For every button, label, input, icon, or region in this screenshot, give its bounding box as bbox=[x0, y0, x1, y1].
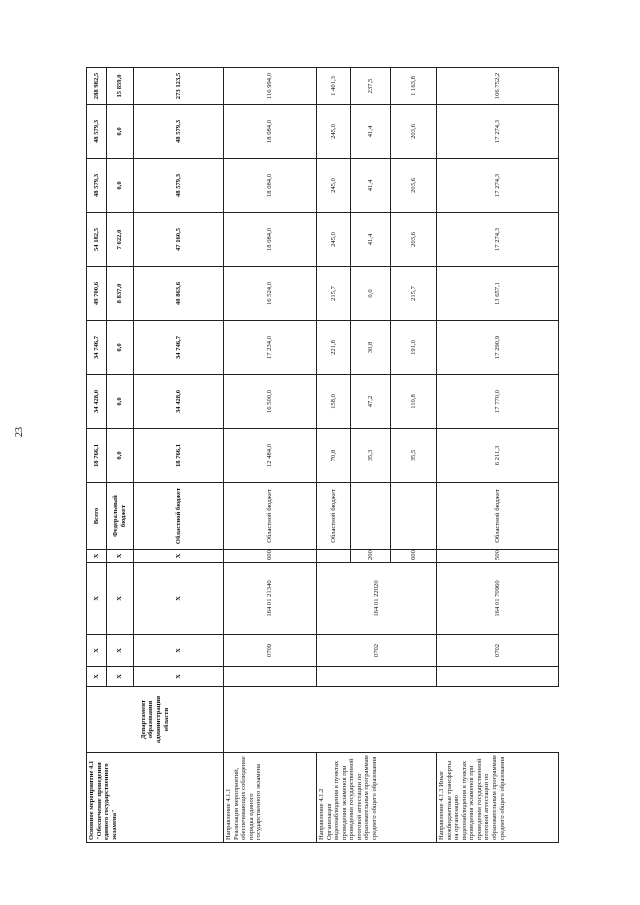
direction-4-1-1-vr: 600 bbox=[224, 550, 317, 563]
direction-4-1-3-value: 6 211,3 bbox=[437, 429, 559, 483]
main-gp-federal: X bbox=[107, 667, 134, 687]
main-regional-value: 48 579,3 bbox=[134, 159, 224, 213]
main-total-value: 48 579,3 bbox=[87, 105, 107, 159]
direction-4-1-2-total: 70,8 bbox=[317, 429, 351, 483]
direction-4-1-1-value: 12 484,0 bbox=[224, 429, 317, 483]
direction-4-1-2-vr600-value: 203,6 bbox=[391, 213, 437, 267]
main-federal-label: Федеральный бюджет bbox=[107, 483, 134, 550]
direction-4-1-1-rz: 0709 bbox=[224, 635, 317, 667]
direction-4-1-3-value: 106 752,2 bbox=[437, 68, 559, 105]
main-total-value: 54 182,5 bbox=[87, 213, 107, 267]
direction-4-1-3-value: 17 274,3 bbox=[437, 159, 559, 213]
budget-table bbox=[86, 67, 559, 843]
main-regional-value: 47 160,5 bbox=[134, 213, 224, 267]
direction-4-1-1-name: Направление 4.1.1 Реализация мероприятий, обеспечивающих соблюдение порядка единого государственного экзамена bbox=[224, 753, 317, 843]
direction-4-1-1-value: 17 234,0 bbox=[224, 321, 317, 375]
direction-4-1-2-vr600-value: 191,0 bbox=[391, 321, 437, 375]
main-federal-value: 15 859,0 bbox=[107, 68, 134, 105]
direction-4-1-2-vr600-value: 35,5 bbox=[391, 429, 437, 483]
direction-4-1-2-rz: 0702 bbox=[317, 635, 437, 667]
direction-4-1-3-name: Направление 4.1.3 Иные межбюджетные трансферты на организацию видеонаблюдения в пунктах проведения экзаменов при проведении государственной итоговой аттестации по образовательным программам среднего общего образования bbox=[437, 753, 559, 843]
main-rz-federal: X bbox=[107, 635, 134, 667]
direction-4-1-2-total: 158,0 bbox=[317, 375, 351, 429]
main-regional-value: 48 579,3 bbox=[134, 105, 224, 159]
main-vr-total: X bbox=[87, 550, 107, 563]
direction-4-1-2-vr600-value: 215,7 bbox=[391, 267, 437, 321]
direction-4-1-3-csr: 164 01 70960 bbox=[437, 563, 559, 635]
direction-4-1-2-name: Направление 4.1.2 Организация видеонаблюдения в пунктах проведения экзаменов при проведении государственной итоговой аттестации по образовательным программам среднего общего образования bbox=[317, 753, 437, 843]
direction-4-1-2-vr200-value: 35,3 bbox=[351, 429, 391, 483]
direction-4-1-2-vr200-value: 0,0 bbox=[351, 267, 391, 321]
direction-4-1-1-source: Областной бюджет bbox=[224, 483, 317, 550]
direction-4-1-2-vr200-value: 41,4 bbox=[351, 105, 391, 159]
direction-4-1-1-value: 18 084,0 bbox=[224, 159, 317, 213]
direction-4-1-2-total: 245,0 bbox=[317, 105, 351, 159]
main-rz-total: X bbox=[87, 635, 107, 667]
main-csr-federal: X bbox=[107, 563, 134, 635]
main-total-label: Всего bbox=[87, 483, 107, 550]
direction-4-1-2-vr-200: 200 bbox=[351, 550, 391, 563]
main-total-value: 34 746,7 bbox=[87, 321, 107, 375]
main-total-value: 18 766,1 bbox=[87, 429, 107, 483]
direction-4-1-2-vr200-value: 30,8 bbox=[351, 321, 391, 375]
direction-4-1-2-total: 221,8 bbox=[317, 321, 351, 375]
direction-4-1-2-vr200-value: 237,5 bbox=[351, 68, 391, 105]
direction-4-1-2-vr-600: 600 bbox=[391, 550, 437, 563]
direction-4-1-3-value: 17 274,3 bbox=[437, 105, 559, 159]
direction-4-1-1-csr: 164 01 21340 bbox=[224, 563, 317, 635]
direction-4-1-2-total: 245,0 bbox=[317, 159, 351, 213]
main-csr-total: X bbox=[87, 563, 107, 635]
main-gp-total: X bbox=[87, 667, 107, 687]
main-measure-name: Основное мероприятие 4.1 "Обеспечение проведения единого государственного экзамена" bbox=[87, 753, 224, 843]
main-regional-value: 34 428,0 bbox=[134, 375, 224, 429]
table-row bbox=[317, 68, 351, 843]
main-federal-value: 0,0 bbox=[107, 375, 134, 429]
direction-4-1-2-total: 1 401,3 bbox=[317, 68, 351, 105]
direction-4-1-3-vr: 500 bbox=[437, 550, 559, 563]
direction-4-1-3-value: 17 274,3 bbox=[437, 213, 559, 267]
table-row bbox=[224, 68, 317, 843]
main-total-value: 49 700,6 bbox=[87, 267, 107, 321]
direction-4-1-1-value: 18 084,0 bbox=[224, 105, 317, 159]
main-executor: Департамент образования администрации области bbox=[87, 687, 224, 753]
table-row bbox=[437, 68, 559, 843]
main-vr-regional: X bbox=[134, 550, 224, 563]
main-total-value: 288 982,5 bbox=[87, 68, 107, 105]
main-regional-value: 18 766,1 bbox=[134, 429, 224, 483]
direction-4-1-3-source: Областной бюджет bbox=[437, 483, 559, 550]
direction-4-1-3-value: 17 290,9 bbox=[437, 321, 559, 375]
main-csr-regional: X bbox=[134, 563, 224, 635]
direction-4-1-3-rz: 0702 bbox=[437, 635, 559, 667]
main-federal-value: 7 022,0 bbox=[107, 213, 134, 267]
direction-4-1-2-vr600-value: 203,6 bbox=[391, 105, 437, 159]
main-federal-value: 8 837,0 bbox=[107, 267, 134, 321]
direction-4-1-3-value: 13 657,1 bbox=[437, 267, 559, 321]
main-regional-label: Областной бюджет bbox=[134, 483, 224, 550]
direction-4-1-1-value: 18 084,0 bbox=[224, 213, 317, 267]
main-regional-value: 273 123,5 bbox=[134, 68, 224, 105]
main-federal-value: 0,0 bbox=[107, 429, 134, 483]
direction-4-1-2-vr200-value: 47,2 bbox=[351, 375, 391, 429]
budget-table-rotated bbox=[86, 68, 546, 843]
main-regional-value: 40 863,6 bbox=[134, 267, 224, 321]
direction-4-1-1-value: 16 500,0 bbox=[224, 375, 317, 429]
direction-4-1-3-value: 17 770,0 bbox=[437, 375, 559, 429]
main-total-value: 48 579,3 bbox=[87, 159, 107, 213]
direction-4-1-2-vr200-value: 41,4 bbox=[351, 159, 391, 213]
direction-4-1-2-csr: 164 01 22020 bbox=[317, 563, 437, 635]
main-rz-regional: X bbox=[134, 635, 224, 667]
main-gp-regional: X bbox=[134, 667, 224, 687]
main-vr-federal: X bbox=[107, 550, 134, 563]
direction-4-1-1-value: 116 994,0 bbox=[224, 68, 317, 105]
direction-4-1-2-vr600-value: 1 163,8 bbox=[391, 68, 437, 105]
direction-4-1-2-vr600-value: 203,6 bbox=[391, 159, 437, 213]
direction-4-1-2-total: 215,7 bbox=[317, 267, 351, 321]
direction-4-1-2-vr600-value: 110,8 bbox=[391, 375, 437, 429]
main-federal-value: 0,0 bbox=[107, 321, 134, 375]
direction-4-1-1-value: 16 524,0 bbox=[224, 267, 317, 321]
direction-4-1-2-vr200-value: 41,4 bbox=[351, 213, 391, 267]
direction-4-1-2-source: Областной бюджет bbox=[317, 483, 351, 550]
main-federal-value: 0,0 bbox=[107, 159, 134, 213]
direction-4-1-2-total: 245,0 bbox=[317, 213, 351, 267]
main-total-value: 34 428,0 bbox=[87, 375, 107, 429]
page-number: 23 bbox=[14, 427, 25, 437]
main-federal-value: 0,0 bbox=[107, 105, 134, 159]
table-row bbox=[87, 68, 107, 843]
main-regional-value: 34 746,7 bbox=[134, 321, 224, 375]
